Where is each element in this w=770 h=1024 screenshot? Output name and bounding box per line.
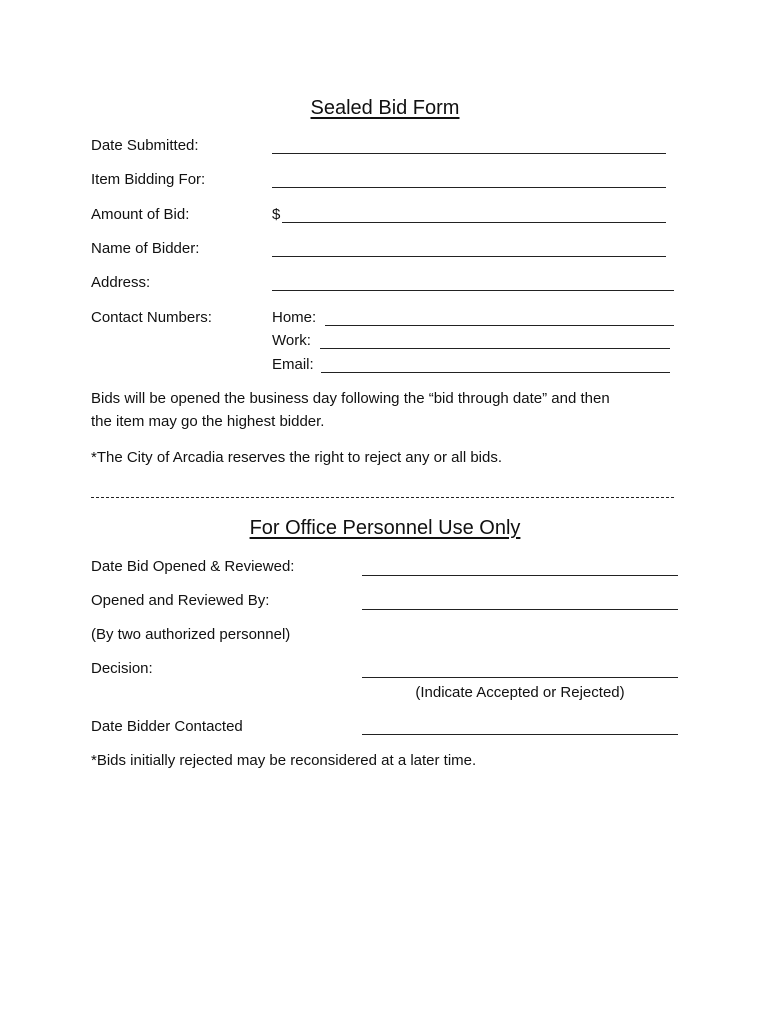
opened-by-label: Opened and Reviewed By: [91, 592, 270, 609]
date-opened-label: Date Bid Opened & Reviewed: [91, 558, 295, 575]
name-of-bidder-field[interactable] [272, 256, 666, 257]
two-personnel-note: (By two authorized personnel) [91, 626, 291, 643]
item-bidding-for-label: Item Bidding For: [91, 171, 206, 188]
email-field[interactable] [321, 372, 670, 373]
office-title: For Office Personnel Use Only [249, 517, 521, 539]
date-submitted-field[interactable] [272, 153, 666, 154]
address-label: Address: [91, 274, 151, 291]
decision-label: Decision: [91, 660, 153, 677]
amount-of-bid-label: Amount of Bid: [91, 206, 190, 223]
address-field[interactable] [272, 290, 674, 291]
decision-field[interactable] [362, 677, 678, 678]
contact-numbers-label: Contact Numbers: [91, 309, 212, 326]
work-label: Work: [272, 332, 311, 349]
dollar-sign: $ [272, 206, 281, 223]
email-label: Email: [272, 356, 314, 373]
home-label: Home: [272, 309, 317, 326]
item-bidding-for-field[interactable] [272, 187, 666, 188]
opened-by-field[interactable] [362, 609, 678, 610]
notice-line-1: Bids will be opened the business day following the “bid through date” and then [91, 390, 610, 407]
reserve-note: *The City of Arcadia reserves the right to reject any or all bids. [91, 449, 503, 466]
form-title: Sealed Bid Form [310, 97, 460, 119]
amount-of-bid-field[interactable] [282, 222, 666, 223]
decision-hint: (Indicate Accepted or Rejected) [415, 684, 625, 701]
date-submitted-label: Date Submitted: [91, 137, 199, 154]
date-contacted-label: Date Bidder Contacted [91, 718, 243, 735]
work-phone-field[interactable] [320, 348, 670, 349]
date-opened-field[interactable] [362, 575, 678, 576]
footnote: *Bids initially rejected may be reconsidered at a later time. [91, 752, 477, 769]
home-phone-field[interactable] [325, 325, 674, 326]
date-contacted-field[interactable] [362, 734, 678, 735]
dashed-separator [91, 497, 674, 498]
notice-line-2: the item may go the highest bidder. [91, 413, 325, 430]
name-of-bidder-label: Name of Bidder: [91, 240, 200, 257]
